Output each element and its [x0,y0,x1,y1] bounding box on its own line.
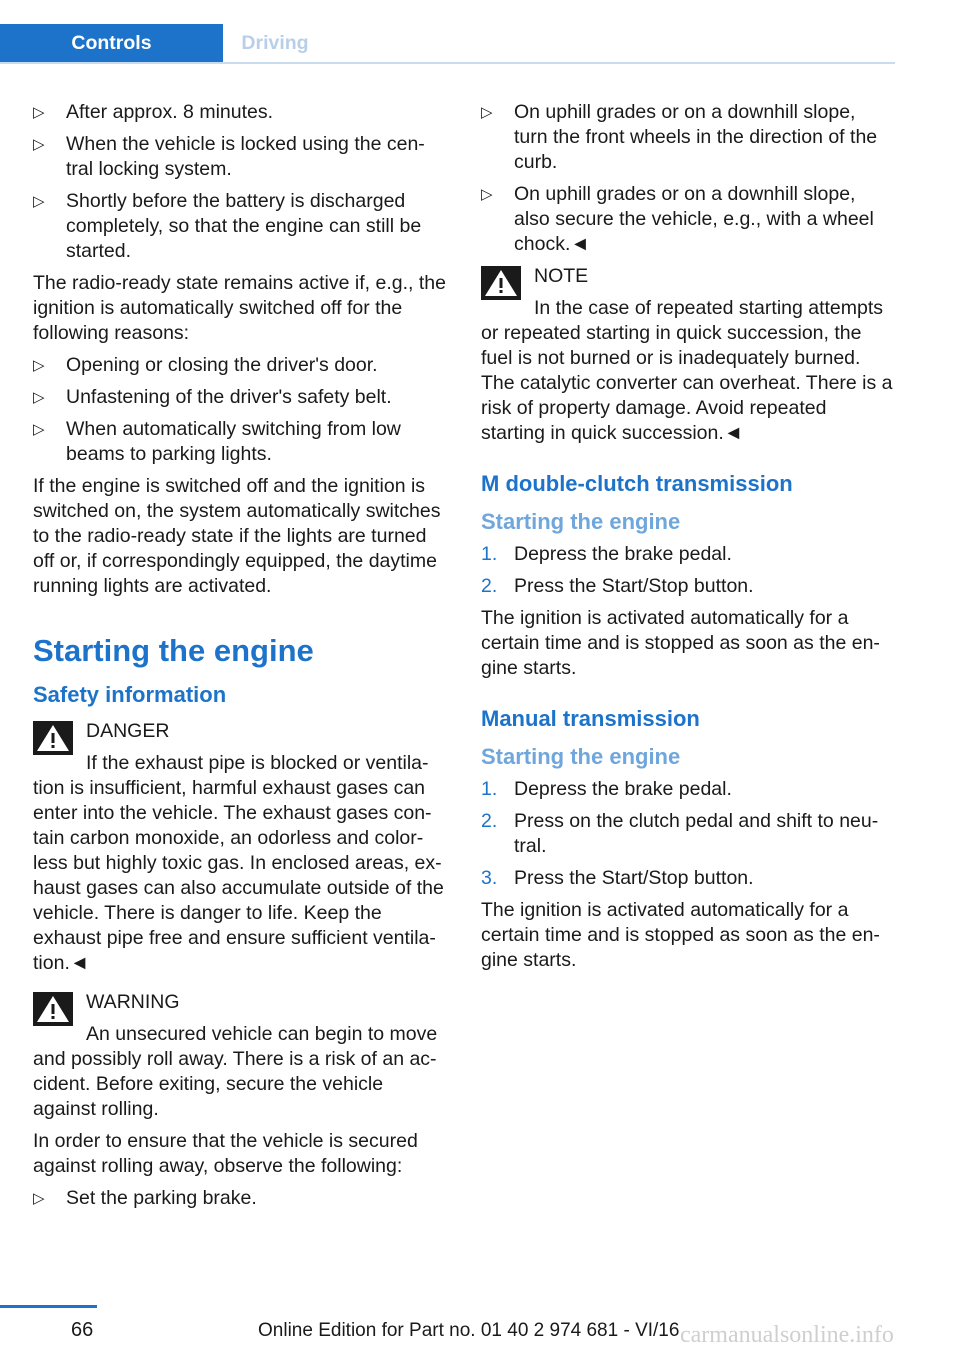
page-number: 66 [71,1319,94,1341]
step-number: 2. [481,575,498,597]
bullet-triangle-icon: ▷ [481,104,493,121]
step-item: 1. Depress the brake pedal. [481,543,732,565]
section-title: M double-clutch transmission [481,471,793,496]
paragraph: The radio-ready state remains active if, e.g., the ignition is automatically switched off for the following reasons: [33,272,446,344]
step-number: 1. [481,543,498,565]
note-label: NOTE [534,265,589,287]
list-item: ▷ When the vehicle is locked using the cen-tral locking system. [33,133,425,180]
list-item: ▷ Opening or closing the driver's door. [33,354,378,376]
paragraph: The ignition is activated automatically for a certain time and is stopped as soon as the en-gine starts. [481,899,880,971]
warning-triangle-icon [481,266,521,300]
bullet-triangle-icon: ▷ [33,389,45,406]
step-number: 1. [481,778,498,800]
list-item: ▷ Set the parking brake. [33,1187,257,1209]
warning-notice [33,990,450,1122]
step-item: 3. Press the Start/Stop button. [481,867,754,889]
subsection-title: Starting the engine [481,509,681,534]
paragraph: The ignition is activated automatically for a certain time and is stopped as soon as the en-gine starts. [481,607,880,679]
right-column [481,100,893,980]
step-item: 2. Press the Start/Stop button. [481,575,754,597]
list-item: ▷ On uphill grades or on a downhill slope, also secure the vehicle, e.g., with a wheel chock.◄ [481,183,874,255]
paragraph: If the engine is switched off and the ignition is switched on, the system automatically switches to the radio-ready state if the lights are turned off or, if correspondingly equipped, the daytime running lights are activated. [33,475,441,597]
step-number: 2. [481,810,498,832]
list-item: ▷ When automatically switching from low beams to parking lights. [33,418,401,465]
chapter-title: Starting the engine [33,633,314,668]
footer-accent-line [0,1305,97,1308]
danger-text: If the exhaust pipe is blocked or ventila-tion is insufficient, harmful exhaust gases can enter into the vehicle. The exhaust gases con-tain carbon monoxide, an odorless and color-less but highly toxic gas. In enclosed areas, ex-haust gases can also accumulate outside of the vehicle. There is danger to life. Keep the exhaust pipe free and ensure sufficient ventila-tion.◄ [33,752,444,974]
watermark: carmanualsonline.info [680,1322,894,1348]
list-item: ▷ Unfastening of the driver's safety belt. [33,386,392,408]
step-number: 3. [481,867,498,889]
left-column [33,100,450,1218]
bullet-triangle-icon: ▷ [33,357,45,374]
tab-driving[interactable]: Driving [241,32,309,54]
list-item: ▷ On uphill grades or on a downhill slope, turn the front wheels in the direction of the curb. [481,101,878,173]
bullet-triangle-icon: ▷ [33,104,45,121]
bullet-triangle-icon: ▷ [33,136,45,153]
note-text: In the case of repeated starting attempts or repeated starting in quick succession, the fuel is not burned or is inadequately burned. The catalytic converter can overheat. There is a risk of property damage. Avoid repeated starting in quick succession.◄ [481,297,893,444]
warning-label: WARNING [86,991,180,1013]
bullet-triangle-icon: ▷ [33,193,45,210]
paragraph: In order to ensure that the vehicle is secured against rolling away, observe the following: [33,1130,418,1177]
subsection-title: Starting the engine [481,744,681,769]
danger-label: DANGER [86,720,170,742]
section-title: Safety information [33,682,227,707]
list-item: ▷ After approx. 8 minutes. [33,101,274,123]
section-title: Manual transmission [481,706,700,731]
warning-text: An unsecured vehicle can begin to move and possibly roll away. There is a risk of an ac-cident. Before exiting, secure the vehicle against rolling. [33,1023,438,1120]
header-tab-bar [0,24,895,64]
bullet-triangle-icon: ▷ [33,1190,45,1207]
edition-text: Online Edition for Part no. 01 40 2 974 681 - VI/16 [258,1320,680,1341]
note-notice [481,264,893,446]
warning-triangle-icon [33,992,73,1026]
list-item: ▷ Shortly before the battery is discharged completely, so that the engine can still be started. [33,190,422,262]
bullet-triangle-icon: ▷ [481,186,493,203]
tab-controls[interactable]: Controls [0,24,223,62]
step-item: 1. Depress the brake pedal. [481,778,732,800]
warning-triangle-icon [33,721,73,755]
danger-notice [33,719,450,976]
step-item: 2. Press on the clutch pedal and shift to neu-tral. [481,810,879,857]
bullet-triangle-icon: ▷ [33,421,45,438]
